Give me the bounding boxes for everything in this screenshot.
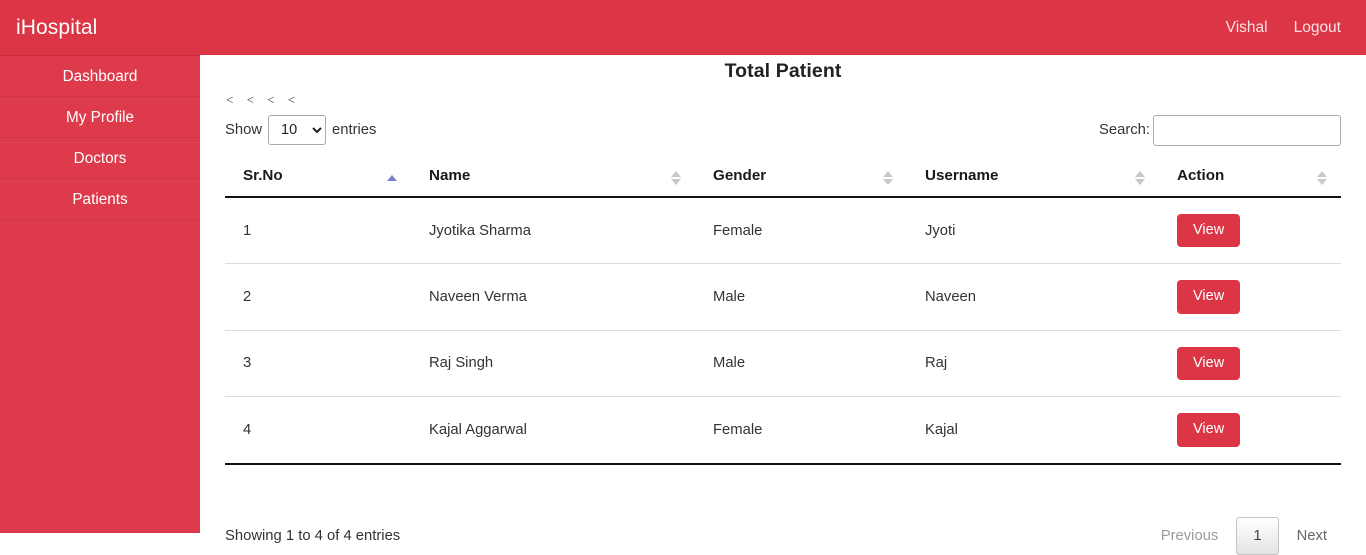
main-content <box>200 55 1366 544</box>
search-control <box>1099 115 1341 146</box>
table-row <box>225 397 1341 464</box>
show-label: Show <box>225 122 263 138</box>
table-body <box>225 197 1341 464</box>
cell-username: Kajal <box>907 397 1159 464</box>
sort-ascending-icon <box>387 171 397 185</box>
pagination <box>1147 517 1341 555</box>
pagination-next[interactable]: Next <box>1296 527 1327 544</box>
search-label: Search: <box>1099 122 1150 138</box>
cell-action <box>1159 330 1341 396</box>
datatable-wrapper <box>225 113 1341 555</box>
cell-username: Jyoti <box>907 197 1159 264</box>
brand-logo[interactable]: iHospital <box>16 15 98 39</box>
sort-both-icon <box>1135 171 1145 185</box>
table-row <box>225 197 1341 264</box>
cell-name: Raj Singh <box>411 330 695 396</box>
cell-username: Naveen <box>907 264 1159 330</box>
cell-name: Jyotika Sharma <box>411 197 695 264</box>
cell-action <box>1159 197 1341 264</box>
column-header-srno[interactable] <box>225 159 411 197</box>
entries-per-page-select[interactable] <box>268 115 326 145</box>
user-name-link[interactable]: Vishal <box>1225 18 1268 36</box>
cell-srno: 4 <box>225 397 411 464</box>
cell-srno: 3 <box>225 330 411 396</box>
column-label: Gender <box>713 167 767 184</box>
cell-username: Raj <box>907 330 1159 396</box>
view-button[interactable]: View <box>1177 214 1240 247</box>
entries-label: entries <box>332 122 377 138</box>
search-input[interactable] <box>1153 115 1341 146</box>
table-row <box>225 264 1341 330</box>
column-header-username[interactable] <box>907 159 1159 197</box>
pagination-previous[interactable]: Previous <box>1160 527 1219 544</box>
cell-gender: Male <box>695 330 907 396</box>
table-head <box>225 159 1341 197</box>
cell-name: Kajal Aggarwal <box>411 397 695 464</box>
sort-both-icon <box>1317 171 1327 185</box>
sort-both-icon <box>671 171 681 185</box>
column-label: Sr.No <box>243 167 283 184</box>
cell-action <box>1159 397 1341 464</box>
table-header-row <box>225 159 1341 197</box>
view-button[interactable]: View <box>1177 413 1240 446</box>
sidebar-item-patients[interactable]: Patients <box>0 179 200 220</box>
datatable-controls <box>225 113 1341 147</box>
column-label: Action <box>1177 167 1225 184</box>
entries-info: Showing 1 to 4 of 4 entries <box>225 527 401 544</box>
entries-length-control <box>225 115 376 145</box>
cell-gender: Female <box>695 197 907 264</box>
view-button[interactable]: View <box>1177 347 1240 380</box>
pagination-page-1[interactable]: 1 <box>1236 517 1278 555</box>
column-label: Username <box>925 167 999 184</box>
cell-gender: Male <box>695 264 907 330</box>
sidebar <box>0 55 200 533</box>
page-title: Total Patient <box>724 60 842 82</box>
sidebar-item-dashboard[interactable]: Dashboard <box>0 56 200 97</box>
topbar-nav <box>1226 19 1341 37</box>
column-header-action[interactable] <box>1159 159 1341 197</box>
sidebar-item-my-profile[interactable]: My Profile <box>0 97 200 138</box>
sort-both-icon <box>883 171 893 185</box>
column-header-gender[interactable] <box>695 159 907 197</box>
logout-link[interactable]: Logout <box>1293 18 1341 36</box>
cell-name: Naveen Verma <box>411 264 695 330</box>
cell-gender: Female <box>695 397 907 464</box>
cell-srno: 2 <box>225 264 411 330</box>
cell-action <box>1159 264 1341 330</box>
column-header-name[interactable] <box>411 159 695 197</box>
view-button[interactable]: View <box>1177 280 1240 313</box>
cell-srno: 1 <box>225 197 411 264</box>
top-navbar <box>0 0 1366 55</box>
patients-table <box>225 159 1341 465</box>
column-label: Name <box>429 167 471 184</box>
sidebar-item-doctors[interactable]: Doctors <box>0 138 200 179</box>
datatable-footer <box>225 517 1341 555</box>
table-row <box>225 330 1341 396</box>
stray-arrows-text: < < < < <box>226 92 301 107</box>
